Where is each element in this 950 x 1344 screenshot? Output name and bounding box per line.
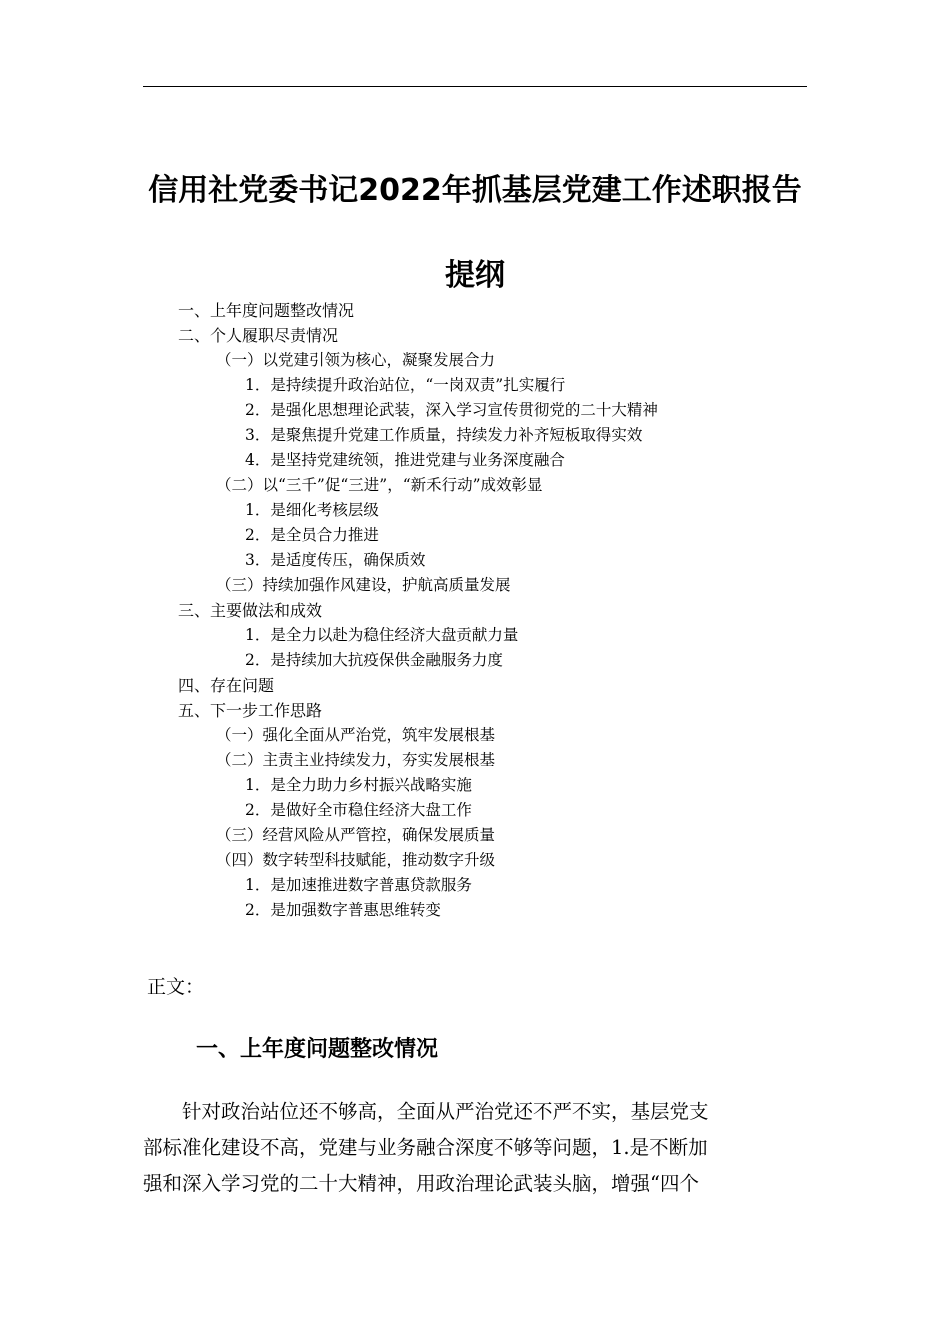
paragraph-line: 部标准化建设不高，党建与业务融合深度不够等问题，1.是不断加 [143, 1136, 708, 1159]
outline-item-level-3: 2．是强化思想理论武装，深入学习宣传贯彻党的二十大精神 [245, 401, 658, 419]
outline-item-level-2: （三）经营风险从严管控，确保发展质量 [216, 826, 496, 844]
outline-item-level-3: 1．是细化考核层级 [245, 501, 379, 519]
outline-item-level-3: 2．是持续加大抗疫保供金融服务力度 [245, 651, 503, 669]
section-heading: 一、上年度问题整改情况 [196, 1037, 439, 1062]
outline-item-level-3: 2．是加强数字普惠思维转变 [245, 901, 441, 919]
outline-item-level-2: （二）以“三千”促“三进”，“新禾行动”成效彰显 [216, 476, 543, 494]
paragraph-line: 针对政治站位还不够高，全面从严治党还不严不实，基层党支 [143, 1100, 709, 1123]
outline-item-level-3: 3．是聚焦提升党建工作质量，持续发力补齐短板取得实效 [245, 426, 643, 444]
outline-item-level-3: 1．是持续提升政治站位，“一岗双责”扎实履行 [245, 376, 566, 394]
outline-item-level-1: 一、上年度问题整改情况 [178, 301, 355, 320]
outline-item-level-2: （一）以党建引领为核心，凝聚发展合力 [216, 351, 496, 369]
outline-item-level-1: 五、下一步工作思路 [178, 701, 323, 720]
outline-list [0, 298, 950, 923]
outline-item-level-3: 2．是全员合力推进 [245, 526, 379, 544]
body-label: 正文： [147, 976, 205, 998]
outline-item-level-3: 2．是做好全市稳住经济大盘工作 [245, 801, 472, 819]
outline-item-level-3: 4．是坚持党建统领，推进党建与业务深度融合 [245, 451, 565, 469]
outline-item-level-1: 二、个人履职尽责情况 [178, 326, 339, 345]
outline-item-level-2: （三）持续加强作风建设，护航高质量发展 [216, 576, 511, 594]
outline-item-level-3: 1．是加速推进数字普惠贷款服务 [245, 876, 472, 894]
document-title: 信用社党委书记2022年抓基层党建工作述职报告 [148, 173, 802, 208]
outline-item-level-2: （四）数字转型科技赋能，推动数字升级 [216, 851, 496, 869]
outline-item-level-2: （二）主责主业持续发力，夯实发展根基 [216, 751, 496, 769]
outline-item-level-1: 三、主要做法和成效 [178, 601, 323, 620]
outline-item-level-3: 3．是适度传压，确保质效 [245, 551, 426, 569]
paragraph-line: 强和深入学习党的二十大精神，用政治理论武装头脑，增强“四个 [143, 1172, 699, 1195]
outline-item-level-2: （一）强化全面从严治党，筑牢发展根基 [216, 726, 496, 744]
header-rule [143, 86, 807, 87]
outline-item-level-3: 1．是全力助力乡村振兴战略实施 [245, 776, 472, 794]
body-paragraph [143, 1094, 807, 1202]
outline-item-level-1: 四、存在问题 [178, 676, 275, 695]
outline-item-level-3: 1．是全力以赴为稳住经济大盘贡献力量 [245, 626, 519, 644]
outline-subtitle: 提纲 [445, 258, 505, 293]
